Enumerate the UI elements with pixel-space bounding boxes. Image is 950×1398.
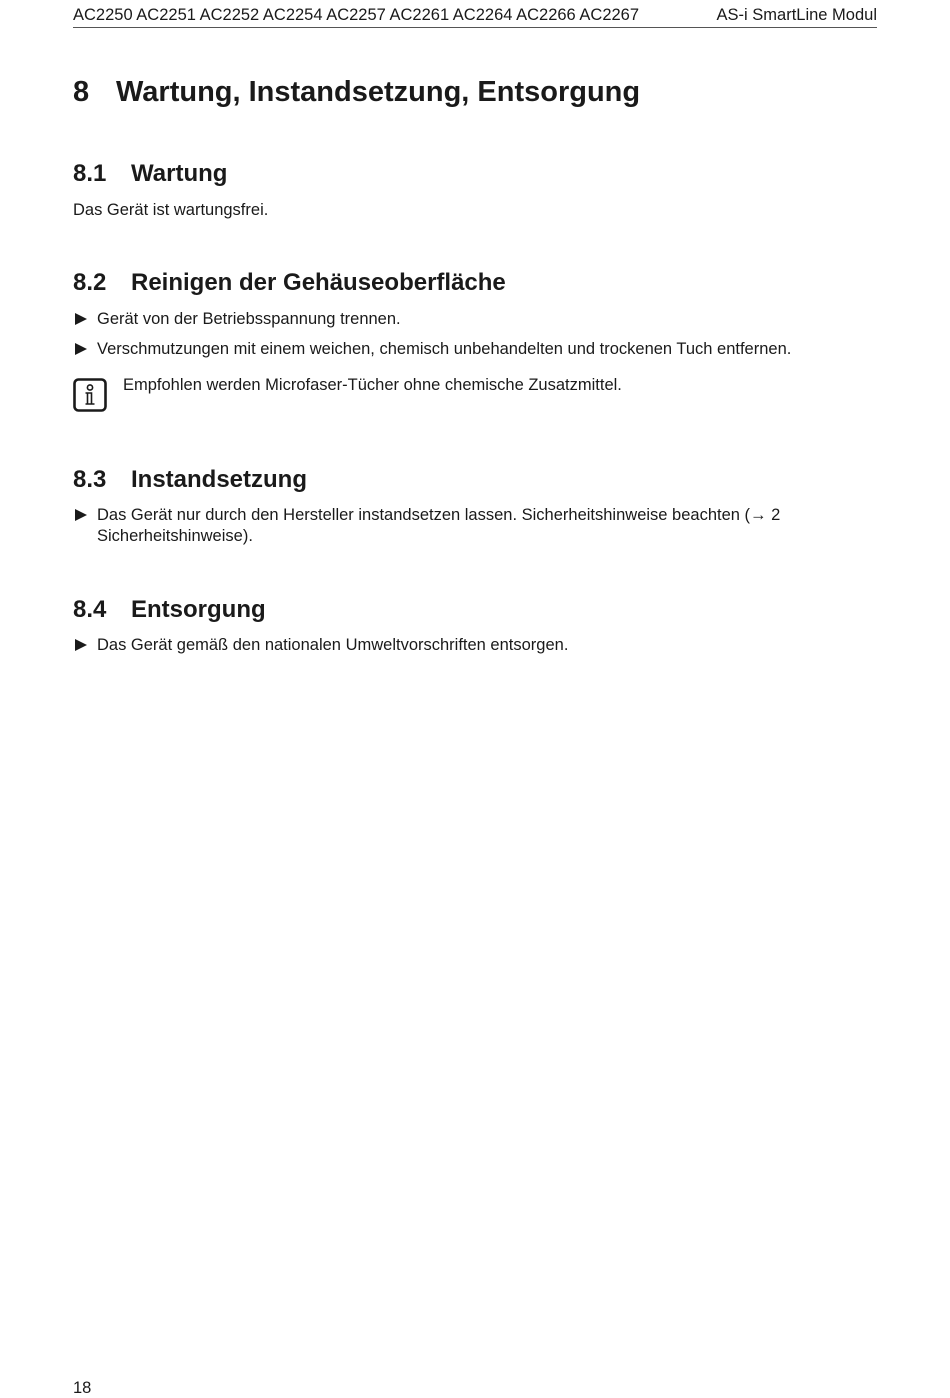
page-header xyxy=(73,5,877,28)
step-text: Gerät von der Betriebsspannung trennen. xyxy=(97,310,401,328)
chapter-title xyxy=(73,74,640,110)
step-text: Das Gerät gemäß den nationalen Umweltvorschriften entsorgen. xyxy=(97,636,569,654)
wartung-text: Das Gerät ist wartungsfrei. xyxy=(73,201,269,219)
section-number: 8.4 xyxy=(73,596,107,623)
section-title: Entsorgung xyxy=(131,596,266,623)
instruction-step xyxy=(73,505,843,546)
instruction-step xyxy=(73,309,863,330)
triangle-right-icon xyxy=(75,343,87,355)
section-title: Instandsetzung xyxy=(131,466,308,493)
section-title: Reinigen der Gehäuseoberfläche xyxy=(131,269,506,296)
note-text: Empfohlen werden Microfaser-Tücher ohne chemische Zusatzmittel. xyxy=(123,376,622,394)
triangle-right-icon xyxy=(75,313,87,325)
triangle-right-icon xyxy=(75,639,87,651)
header-product: AS-i SmartLine Modul xyxy=(716,6,877,24)
triangle-right-icon xyxy=(75,509,87,521)
page-number: 18 xyxy=(73,1379,92,1397)
header-models: AC2250 AC2251 AC2252 AC2254 AC2257 AC2261 AC2264 AC2266 AC2267 xyxy=(73,6,640,24)
section-title: Wartung xyxy=(131,160,228,187)
instruction-step xyxy=(73,635,863,656)
section-number: 8.3 xyxy=(73,466,107,493)
section-number: 8.2 xyxy=(73,269,107,296)
section-heading-entsorgung xyxy=(73,595,266,625)
step-text: Das Gerät nur durch den Hersteller instandsetzen lassen. Sicherheitshinweise beachten (→ 2 Sicherheitshinweise). xyxy=(97,506,781,545)
section-number: 8.1 xyxy=(73,160,107,187)
section-heading-wartung xyxy=(73,159,227,189)
step-text: Verschmutzungen mit einem weichen, chemisch unbehandelten und trockenen Tuch entfernen. xyxy=(97,340,792,358)
chapter-number: 8 xyxy=(73,76,90,108)
instruction-step xyxy=(73,339,863,360)
section-heading-instandsetzung xyxy=(73,465,307,495)
chapter-title-text: Wartung, Instandsetzung, Entsorgung xyxy=(116,76,641,108)
section-heading-reinigen xyxy=(73,268,506,298)
info-icon xyxy=(73,378,107,412)
